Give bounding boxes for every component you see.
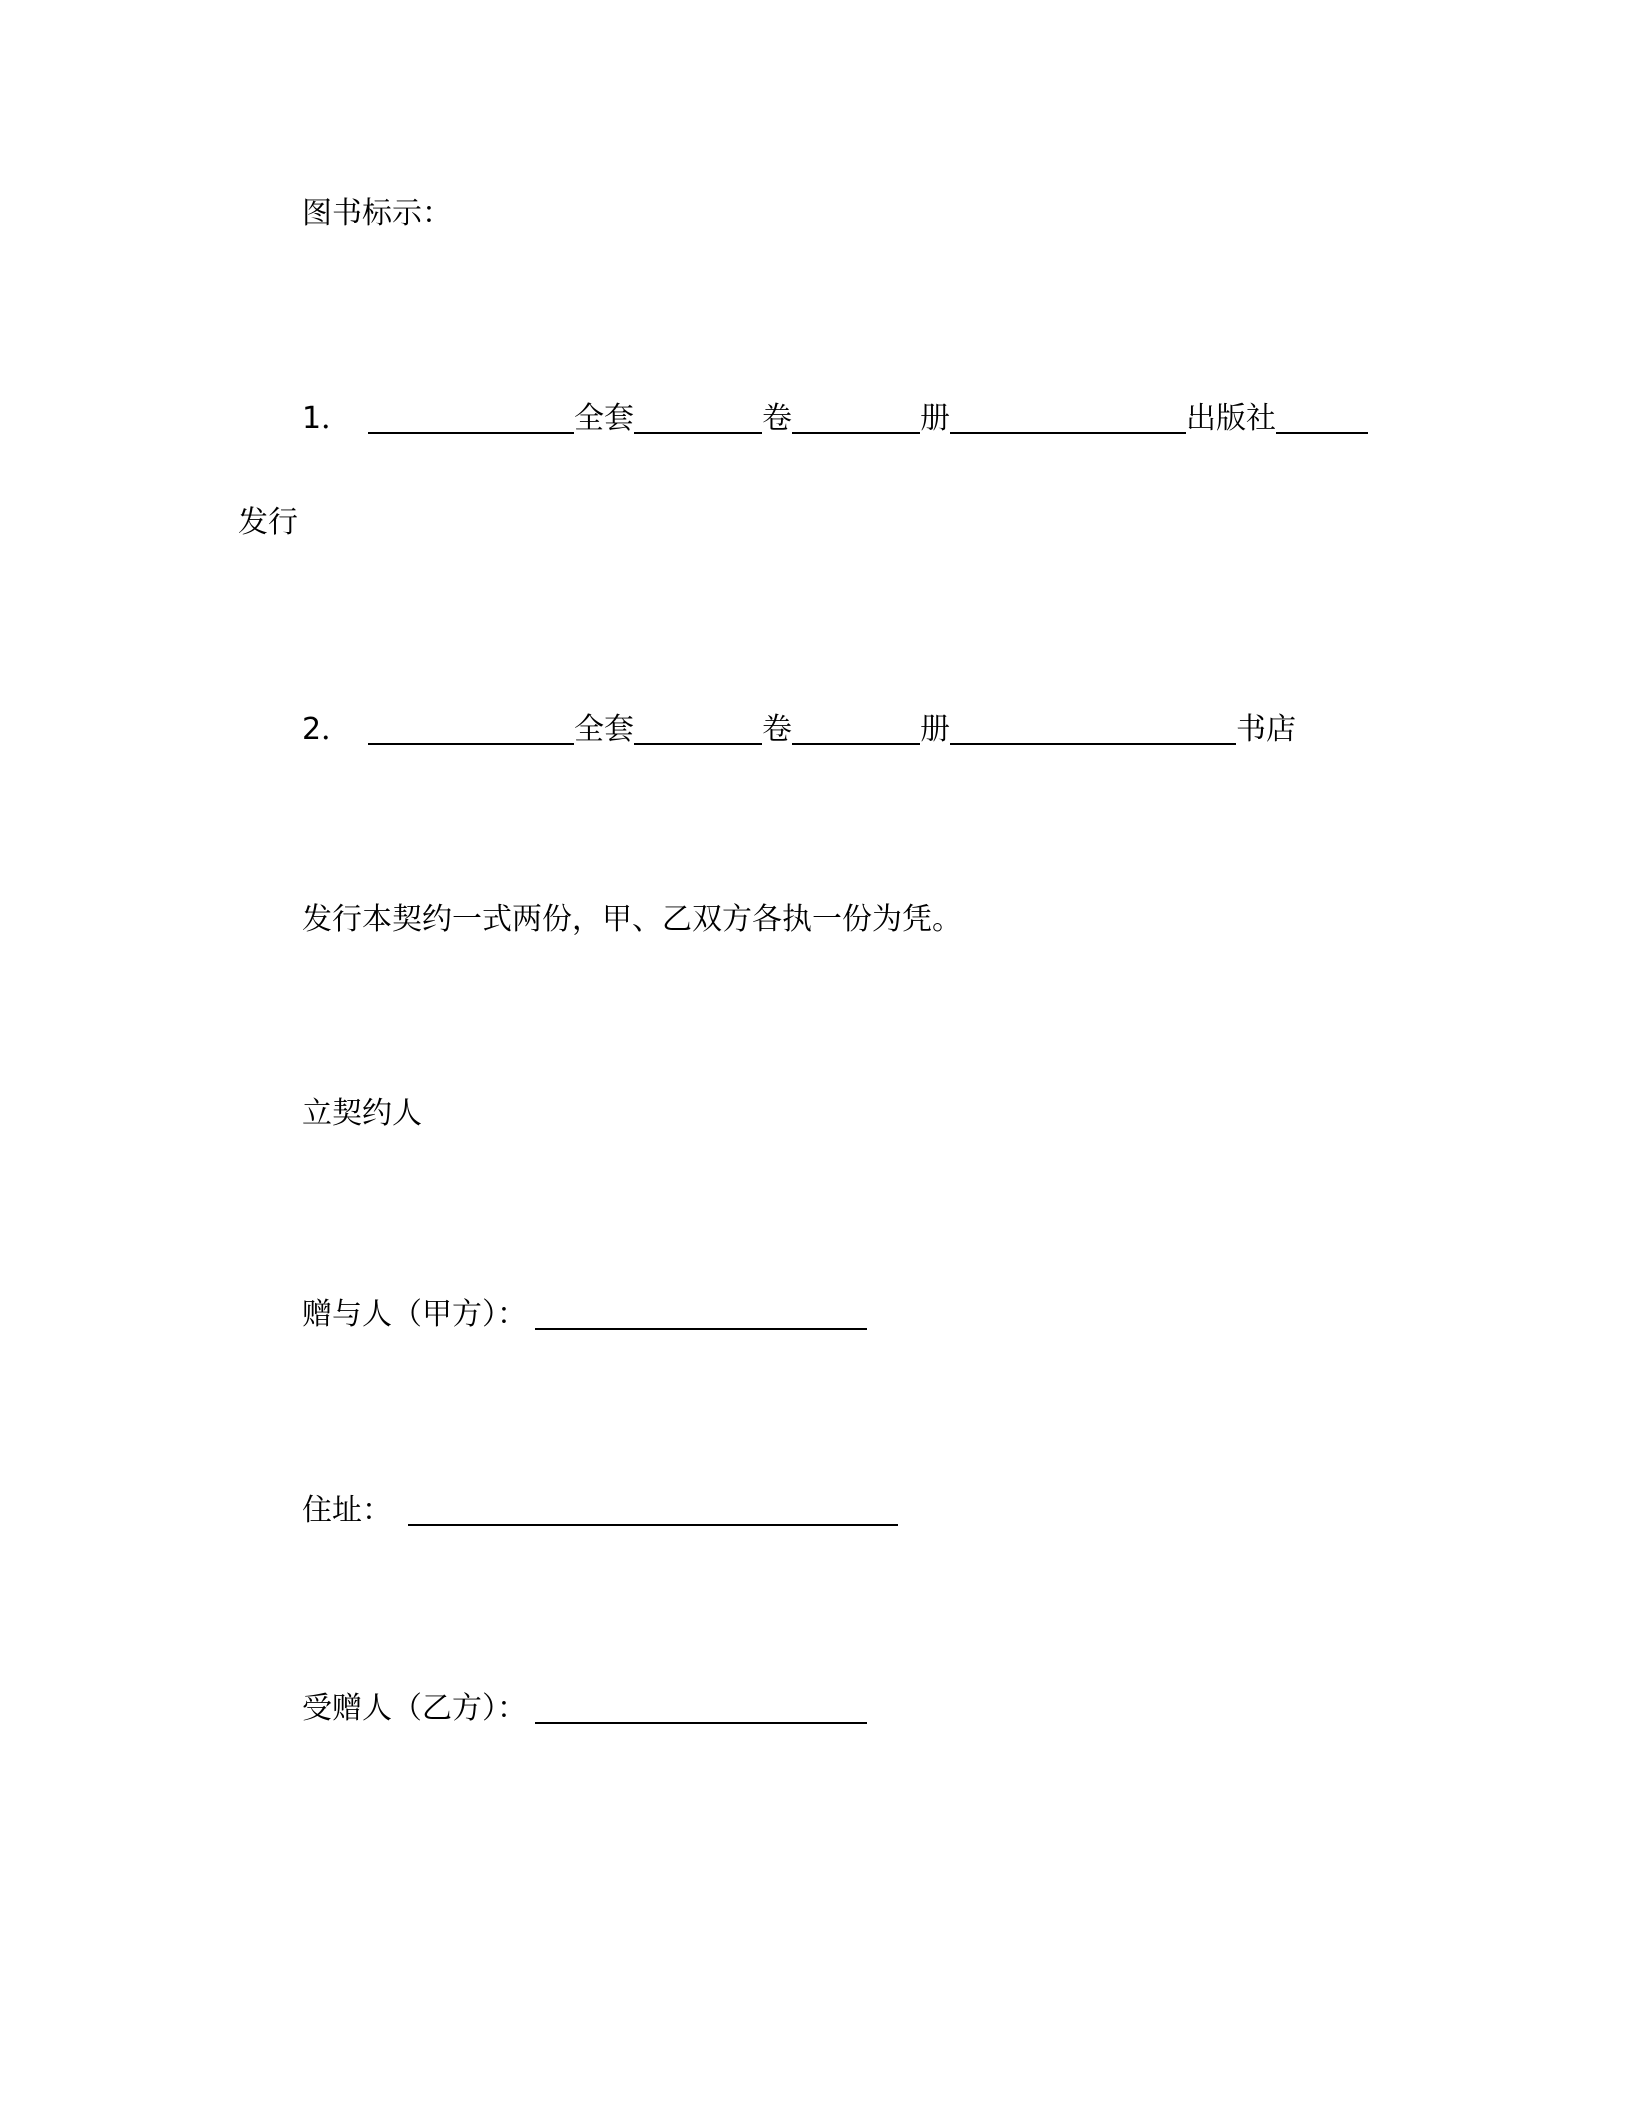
address-field[interactable]: [408, 1494, 898, 1526]
copies-count-field[interactable]: [792, 713, 920, 745]
volume-count-field[interactable]: [634, 713, 762, 745]
copies-count-field[interactable]: [792, 402, 920, 434]
volume-label: 卷: [762, 712, 792, 747]
signatories-title: [302, 1094, 422, 1134]
book-title-field[interactable]: [368, 402, 574, 434]
copies-label: 册: [920, 712, 950, 747]
donor-label: 赠与人（甲方）：: [302, 1297, 527, 1332]
contract-statement: [302, 900, 962, 940]
book-item-1-continued: [238, 503, 298, 543]
recipient-label: 受赠人（乙方）：: [302, 1691, 527, 1726]
bookstore-label: 书店: [1236, 712, 1296, 747]
book-item-1: [302, 396, 1368, 439]
address-label: 住址：: [302, 1493, 392, 1528]
statement-text: 发行本契约一式两份，甲、乙双方各执一份为凭。: [302, 902, 962, 937]
book-item-2: [302, 707, 1296, 750]
recipient-row: [302, 1686, 867, 1729]
publisher-extra-field[interactable]: [1276, 402, 1368, 434]
bookstore-name-field[interactable]: [950, 713, 1236, 745]
set-label: 全套: [574, 712, 634, 747]
donor-name-field[interactable]: [535, 1298, 867, 1330]
publisher-label: 出版社: [1186, 401, 1276, 436]
issue-label: 发行: [238, 505, 298, 540]
heading-text: 图书标示：: [302, 196, 452, 231]
section-heading: [302, 194, 452, 234]
volume-count-field[interactable]: [634, 402, 762, 434]
item-number: 1．: [302, 401, 352, 436]
signatories-title-text: 立契约人: [302, 1096, 422, 1131]
publisher-name-field[interactable]: [950, 402, 1186, 434]
donor-row: [302, 1292, 867, 1335]
recipient-name-field[interactable]: [535, 1692, 867, 1724]
set-label: 全套: [574, 401, 634, 436]
copies-label: 册: [920, 401, 950, 436]
address-row: [302, 1488, 898, 1531]
book-title-field[interactable]: [368, 713, 574, 745]
volume-label: 卷: [762, 401, 792, 436]
item-number: 2．: [302, 712, 352, 747]
